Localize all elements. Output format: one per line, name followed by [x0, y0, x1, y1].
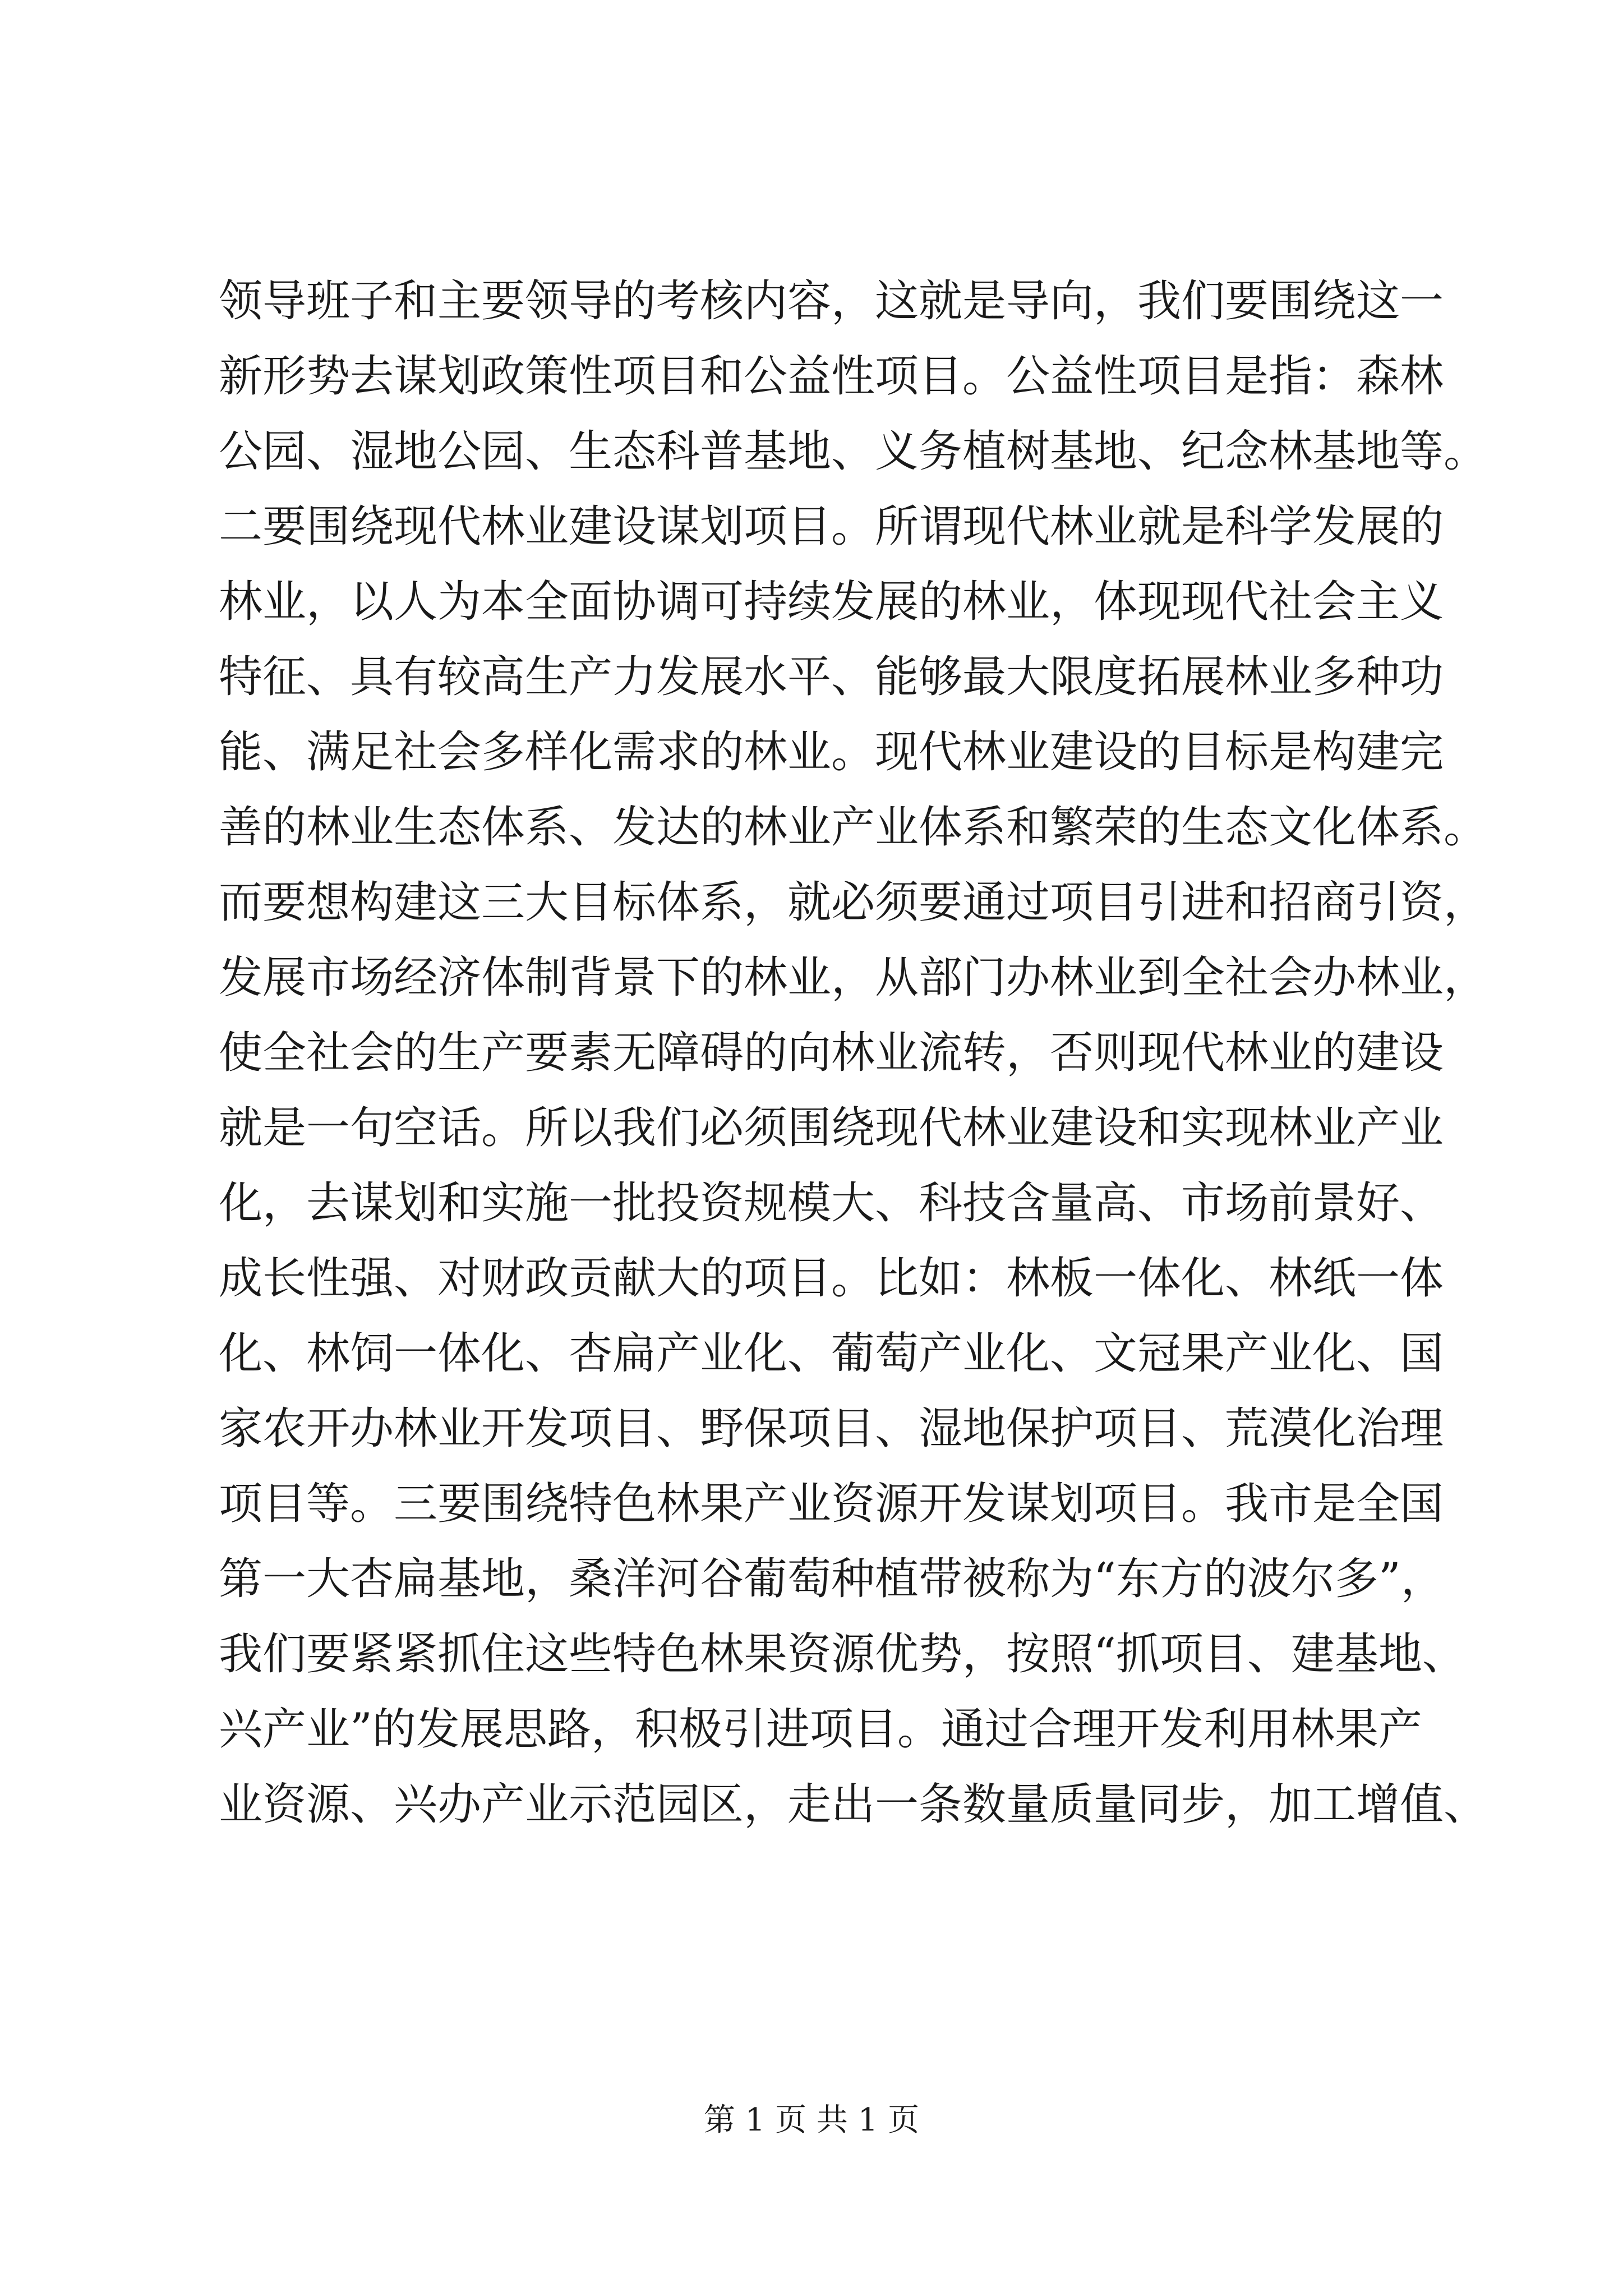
- text-line: 成长性强、对财政贡献大的项目。比如：林板一体化、林纸一体: [219, 1253, 1444, 1304]
- text-line: 发展市场经济体制背景下的林业，从部门办林业到全社会办林业，: [219, 953, 1488, 1003]
- text-line: 领导班子和主要领导的考核内容，这就是导向，我们要围绕这一: [219, 276, 1444, 326]
- text-line: 家农开办林业开发项目、野保项目、湿地保护项目、荒漠化治理: [219, 1404, 1444, 1454]
- text-line: 林业，以人为本全面协调可持续发展的林业，体现现代社会主义: [219, 577, 1444, 627]
- text-line: 公园、湿地公园、生态科普基地、义务植树基地、纪念林基地等。: [219, 426, 1488, 477]
- text-line: 使全社会的生产要素无障碍的向林业流转，否则现代林业的建设: [219, 1028, 1444, 1078]
- text-line: 兴产业”的发展思路，积极引进项目。通过合理开发利用林果产: [219, 1704, 1422, 1755]
- text-line: 我们要紧紧抓住这些特色林果资源优势，按照“抓项目、建基地、: [219, 1629, 1466, 1680]
- text-line: 而要想构建这三大目标体系，就必须要通过项目引进和招商引资，: [219, 877, 1488, 928]
- text-line: 就是一句空话。所以我们必须围绕现代林业建设和实现林业产业: [219, 1103, 1444, 1153]
- text-line: 新形势去谋划政策性项目和公益性项目。公益性项目是指：森林: [219, 351, 1444, 402]
- text-line: 善的林业生态体系、发达的林业产业体系和繁荣的生态文化体系。: [219, 802, 1488, 853]
- text-line: 二要围绕现代林业建设谋划项目。所谓现代林业就是科学发展的: [219, 501, 1444, 552]
- text-line: 业资源、兴办产业示范园区，走出一条数量质量同步，加工增值、: [219, 1779, 1488, 1830]
- text-line: 化，去谋划和实施一批投资规模大、科技含量高、市场前景好、: [219, 1178, 1444, 1228]
- text-line: 化、林饲一体化、杏扁产业化、葡萄产业化、文冠果产业化、国: [219, 1328, 1444, 1379]
- text-line: 第一大杏扁基地，桑洋河谷葡萄种植带被称为“东方的波尔多”，: [219, 1554, 1445, 1604]
- page-number-footer: 第 1 页 共 1 页: [703, 2102, 920, 2138]
- text-line: 能、满足社会多样化需求的林业。现代林业建设的目标是构建完: [219, 727, 1444, 777]
- body-text: [219, 264, 1488, 1842]
- text-line: 项目等。三要围绕特色林果产业资源开发谋划项目。我市是全国: [219, 1479, 1444, 1529]
- text-line: 特征、具有较高生产力发展水平、能够最大限度拓展林业多种功: [219, 652, 1444, 702]
